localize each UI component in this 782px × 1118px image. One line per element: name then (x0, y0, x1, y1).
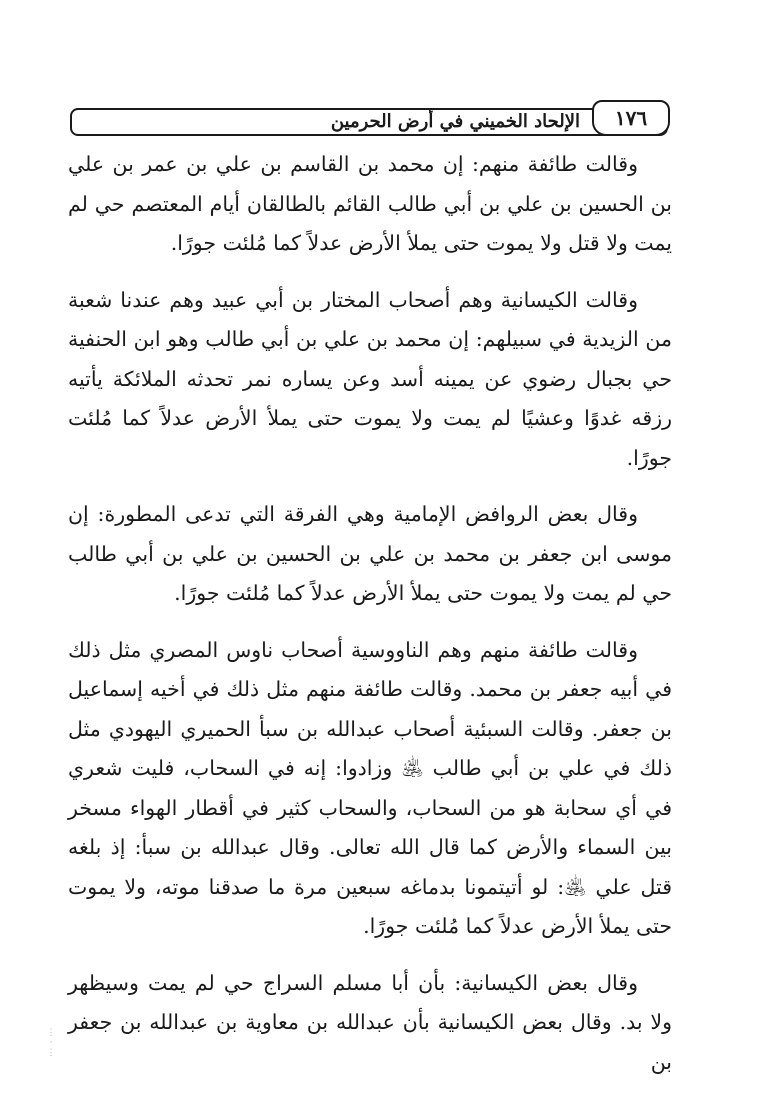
paragraph-5: وقال بعض الكيسانية: بأن أبا مسلم السراج حي لم يمت وسيظهر ولا بد. وقال بعض الكيسانية بأن عبدالله بن معاوية بن عبدالله بن جعفر بن (68, 970, 672, 1074)
page-number: ١٧٦ (592, 100, 670, 136)
body-text (68, 145, 672, 1082)
running-header (70, 100, 670, 140)
paragraph-4: وقالت طائفة منهم وهم الناووسية أصحاب ناوس المصري مثل ذلك في أبيه جعفر بن محمد. وقالت طائفة منهم مثل ذلك في أخيه إسماعيل بن جعفر. وقالت السبئية أصحاب عبدالله بن سبأ الحميري اليهودي مثل ذلك في علي بن أبي طالب ﵁ وزادوا: إنه في السحاب، فليت شعري في أي سحابة هو من السحاب، والسحاب كثير في أقطار الهواء مسخر بين السماء والأرض كما قال الله تعالى. وقال عبدالله بن سبأ: إذ بلغه قتل علي ﵁: لو أتيتمونا بدماغه سبعين مرة ما صدقنا موته، ولا يموت حتى يملأ الأرض عدلاً كما مُلئت جورًا. (68, 637, 672, 938)
scan-margin-mark: ⋮ · ⋮ (46, 1028, 56, 1058)
paragraph-2: وقالت الكيسانية وهم أصحاب المختار بن أبي عبيد وهم عندنا شعبة من الزيدية في سبيلهم: إن محمد بن علي بن أبي طالب وهو ابن الحنفية حي بجبال رضوي عن يمينه أسد وعن يساره نمر تحدثه الملائكة يأتيه رزقه غدوًا وعشيًا لم يمت ولا يموت حتى يملأ الأرض عدلاً كما مُلئت جورًا. (68, 287, 672, 470)
paragraph-3: وقال بعض الروافض الإمامية وهي الفرقة التي تدعى المطورة: إن موسى ابن جعفر بن محمد بن علي بن الحسين بن علي بن أبي طالب حي لم يمت ولا يموت حتى يملأ الأرض عدلاً كما مُلئت جورًا. (68, 502, 672, 605)
paragraph-1: وقالت طائفة منهم: إن محمد بن القاسم بن علي بن عمر بن علي بن الحسين بن علي بن أبي طالب القائم بالطالقان أيام المعتصم حي لم يمت ولا قتل ولا يموت حتى يملأ الأرض عدلاً كما مُلئت جورًا. (68, 152, 672, 255)
running-title: الإلحاد الخميني في أرض الحرمين (330, 111, 580, 132)
